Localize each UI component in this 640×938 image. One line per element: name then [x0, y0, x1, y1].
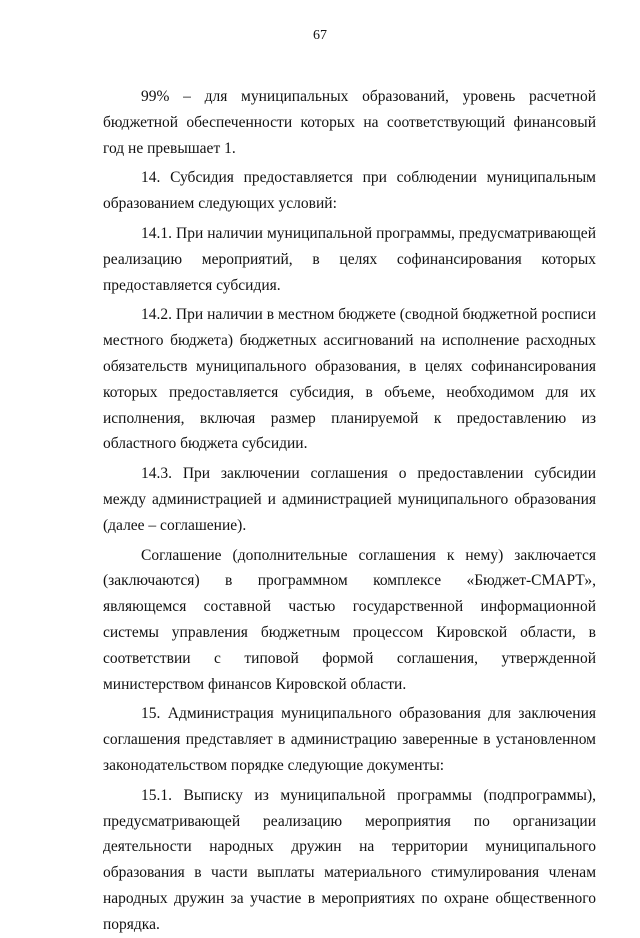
document-body: [103, 84, 596, 938]
page-number: 67: [313, 28, 327, 43]
paragraph-14-3: 14.3. При заключении соглашения о предоставлении субсидии между администрацией и администрацией муниципального образования (далее – соглашение).: [103, 465, 596, 534]
paragraph-14-2: 14.2. При наличии в местном бюджете (сводной бюджетной росписи местного бюджета) бюджетных ассигнований на исполнение расходных обязательств муниципального образования, в целях софинансирования которых предоставляется субсидия, в объеме, необходимом для их исполнения, включая размер планируемой к предоставлению из областного бюджета субсидии.: [103, 306, 596, 453]
paragraph-agreement: Соглашение (дополнительные соглашения к нему) заключается (заключаются) в программном комплексе «Бюджет-СМАРТ», являющемся составной частью государственной информационной системы управления бюджетным процессом Кировской области, в соответствии с типовой формой соглашения, утвержденной министерством финансов Кировской области.: [103, 546, 596, 693]
paragraph-threshold-99: 99% – для муниципальных образований, уровень расчетной бюджетной обеспеченности которых на соответствующий финансовый год не превышает 1.: [103, 88, 596, 157]
paragraph-15-1: 15.1. Выписку из муниципальной программы (подпрограммы), предусматривающей реализацию мероприятия по организации деятельности народных дружин на территории муниципального образования в части выплаты материального стимулирования членам народных дружин за участие в мероприятиях по охране общественного порядка.: [103, 786, 596, 933]
paragraph-15: 15. Администрация муниципального образования для заключения соглашения представляет в администрацию заверенные в установленном законодательством порядке следующие документы:: [103, 705, 596, 774]
paragraph-14-1: 14.1. При наличии муниципальной программы, предусматривающей реализацию мероприятий, в целях софинансирования которых предоставляется субсидия.: [103, 224, 596, 294]
paragraph-14: 14. Субсидия предоставляется при соблюдении муниципальным образованием следующих условий:: [103, 169, 596, 213]
